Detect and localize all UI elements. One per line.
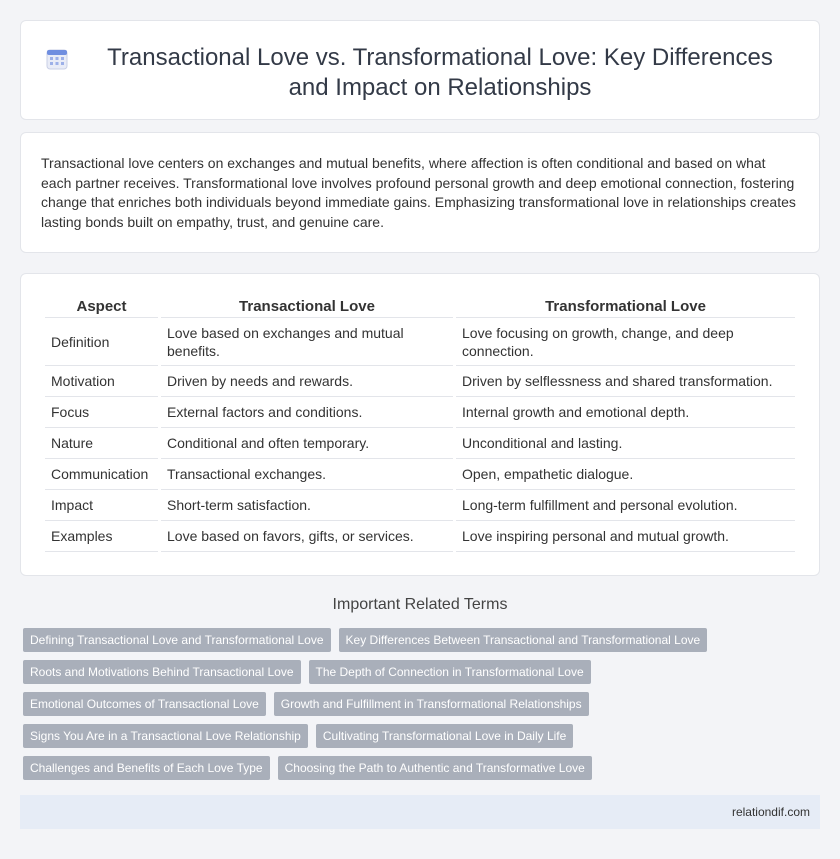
related-term-link[interactable]: Choosing the Path to Authentic and Transformative Love [278, 756, 592, 780]
table-row [45, 397, 795, 428]
related-term-link[interactable]: Challenges and Benefits of Each Love Type [23, 756, 270, 780]
header-transactional: Transactional Love [161, 296, 453, 318]
cell-transactional: Love based on favors, gifts, or services. [161, 521, 453, 552]
tag-row [23, 724, 823, 748]
table-header-row [45, 296, 795, 318]
header-aspect: Aspect [45, 296, 158, 318]
cell-transformational: Unconditional and lasting. [456, 428, 795, 459]
cell-transformational: Internal growth and emotional depth. [456, 397, 795, 428]
related-term-link[interactable]: Roots and Motivations Behind Transactional Love [23, 660, 301, 684]
comparison-table [42, 296, 798, 552]
page-title: Transactional Love vs. Transformational Love: Key Differences and Impact on Relationships [107, 44, 773, 101]
cell-transformational: Love focusing on growth, change, and deep connection. [456, 318, 795, 366]
intro-card [20, 132, 820, 253]
header-card [20, 20, 820, 120]
cell-transactional: Driven by needs and rewards. [161, 366, 453, 397]
cell-transformational: Open, empathetic dialogue. [456, 459, 795, 490]
cell-transformational: Driven by selflessness and shared transformation. [456, 366, 795, 397]
table-row [45, 366, 795, 397]
related-term-link[interactable]: Signs You Are in a Transactional Love Relationship [23, 724, 308, 748]
cell-transformational: Long-term fulfillment and personal evolution. [456, 490, 795, 521]
related-terms-list [23, 628, 823, 788]
cell-transactional: Transactional exchanges. [161, 459, 453, 490]
tag-row [23, 660, 823, 684]
table-row [45, 490, 795, 521]
table-row [45, 521, 795, 552]
table-row [45, 459, 795, 490]
cell-transformational: Love inspiring personal and mutual growth. [456, 521, 795, 552]
related-term-link[interactable]: Growth and Fulfillment in Transformational Relationships [274, 692, 589, 716]
table-row [45, 318, 795, 366]
cell-transactional: Conditional and often temporary. [161, 428, 453, 459]
related-term-link[interactable]: The Depth of Connection in Transformational Love [309, 660, 591, 684]
cell-aspect: Motivation [45, 366, 158, 397]
related-term-link[interactable]: Key Differences Between Transactional and Transformational Love [339, 628, 708, 652]
cell-transactional: External factors and conditions. [161, 397, 453, 428]
cell-aspect: Focus [45, 397, 158, 428]
tag-row [23, 628, 823, 652]
cell-aspect: Communication [45, 459, 158, 490]
footer-site-name: relationdif.com [731, 805, 810, 819]
cell-aspect: Nature [45, 428, 158, 459]
footer [20, 795, 820, 829]
cell-aspect: Impact [45, 490, 158, 521]
table-row [45, 428, 795, 459]
related-term-link[interactable]: Emotional Outcomes of Transactional Love [23, 692, 266, 716]
cell-aspect: Examples [45, 521, 158, 552]
comparison-card [20, 273, 820, 576]
related-term-link[interactable]: Defining Transactional Love and Transformational Love [23, 628, 331, 652]
cell-transactional: Love based on exchanges and mutual benefits. [161, 318, 453, 366]
header-transformational: Transformational Love [456, 296, 795, 318]
tag-row [23, 692, 823, 716]
intro-paragraph: Transactional love centers on exchanges and mutual benefits, where affection is often conditional and based on what each partner receives. Transformational love involves profound personal growth and deep emotional connection, fostering change that enriches both individuals beyond immediate gains. Emphasizing transformational love in relationships creates lasting bonds built on empathy, trust, and genuine care. [41, 155, 796, 230]
tag-row [23, 756, 823, 780]
cell-transactional: Short-term satisfaction. [161, 490, 453, 521]
related-terms-heading: Important Related Terms [332, 596, 508, 613]
related-term-link[interactable]: Cultivating Transformational Love in Daily Life [316, 724, 573, 748]
cell-aspect: Definition [45, 318, 158, 366]
